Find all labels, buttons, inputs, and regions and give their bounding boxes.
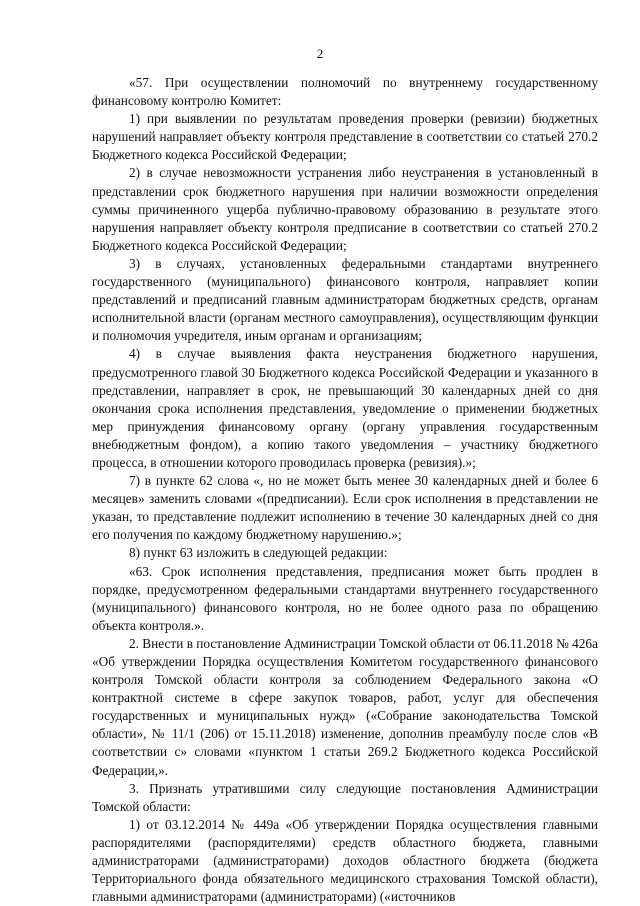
paragraph-57-item-1: 1) при выявлении по результатам проведения проверки (ревизии) бюджетных нарушений направляет объекту контроля представление в соответствии со статьей 270.2 Бюджетного кодекса Российской Федерации; bbox=[92, 111, 598, 163]
paragraph-57-intro: «57. При осуществлении полномочий по внутреннему государственному финансовому контролю Комитет: bbox=[92, 75, 598, 109]
paragraph-57-item-2: 2) в случае невозможности устранения либо неустранения в установленный в представлении срок бюджетного нарушения при наличии возможности определения суммы причиненного ущерба публично-правовому образованию в результате этого нарушения направляет объекту контроля предписание в соответствии со статьей 270.2 Бюджетного кодекса Российской Федерации; bbox=[92, 165, 598, 253]
paragraph-item-8: 8) пункт 63 изложить в следующей редакции: bbox=[129, 545, 388, 561]
paragraph-section-2: 2. Внести в постановление Администрации Томской области от 06.11.2018 № 426а «Об утверждении Порядка осуществления Комитетом государственного финансового контроля Томской области контроля за соблюдением Федерального закона «О контрактной системе в сфере закупок товаров, работ, услуг для обеспечения государственных и муниципальных нужд» («Собрание законодательства Томской области», № 11/1 (206) от 15.11.2018) изменение, дополнив преамбулу после слов «В соответствии с» словами «пунктом 1 статьи 269.2 Бюджетного кодекса Российской Федерации,». bbox=[92, 635, 598, 778]
document-body bbox=[92, 74, 598, 906]
page-number: 2 bbox=[316, 46, 324, 61]
paragraph-57-item-4: 4) в случае выявления факта неустранения бюджетного нарушения, предусмотренного главой 30 Бюджетного кодекса Российской Федерации и указанного в представлении, направляет в срок, не превышающий 30 календарных дней со дня окончания срока исполнения представления, уведомление о применении бюджетных мер принуждения финансовому органу (органу управления государственным внебюджетным фондом), а копию такого уведомления – участнику бюджетного процесса, в отношении которого проводилась проверка (ревизия).»; bbox=[92, 346, 598, 470]
paragraph-item-7: 7) в пункте 62 слова «, но не может быть менее 30 календарных дней и более 6 месяцев» заменить словами «(предписании). Если срок исполнения в представлении не указан, то представление подлежит исполнению в течение 30 календарных дней со дня его получения по каждому бюджетному нарушению.»; bbox=[92, 473, 598, 543]
paragraph-section-3-item-1: 1) от 03.12.2014 № 449а «Об утверждении Порядка осуществления главными распорядителями (распорядителями) средств областного бюджета, главными администраторами (администраторами) доходов областного бюджета (бюджета Территориального фонда обязательного медицинского страхования Томской области), главными администраторами (администраторами) («источников bbox=[92, 816, 598, 905]
paragraph-63: «63. Срок исполнения представления, предписания может быть продлен в порядке, предусмотренном федеральными стандартами внутреннего государственного (муниципального) финансового контроля, но не более одного раза по обращению объекта контроля.». bbox=[92, 563, 598, 633]
paragraph-section-3: 3. Признать утратившими силу следующие постановления Администрации Томской области: bbox=[92, 780, 598, 814]
paragraph-57-item-3: 3) в случаях, установленных федеральными стандартами внутреннего государственного (муниципального) финансового контроля, направляет копии представлений и предписаний главным администраторам бюджетных средств, органам исполнительной власти (органам местного самоуправления), осуществляющим функции и полномочия учредителя, иным органам и организациям; bbox=[92, 255, 598, 344]
